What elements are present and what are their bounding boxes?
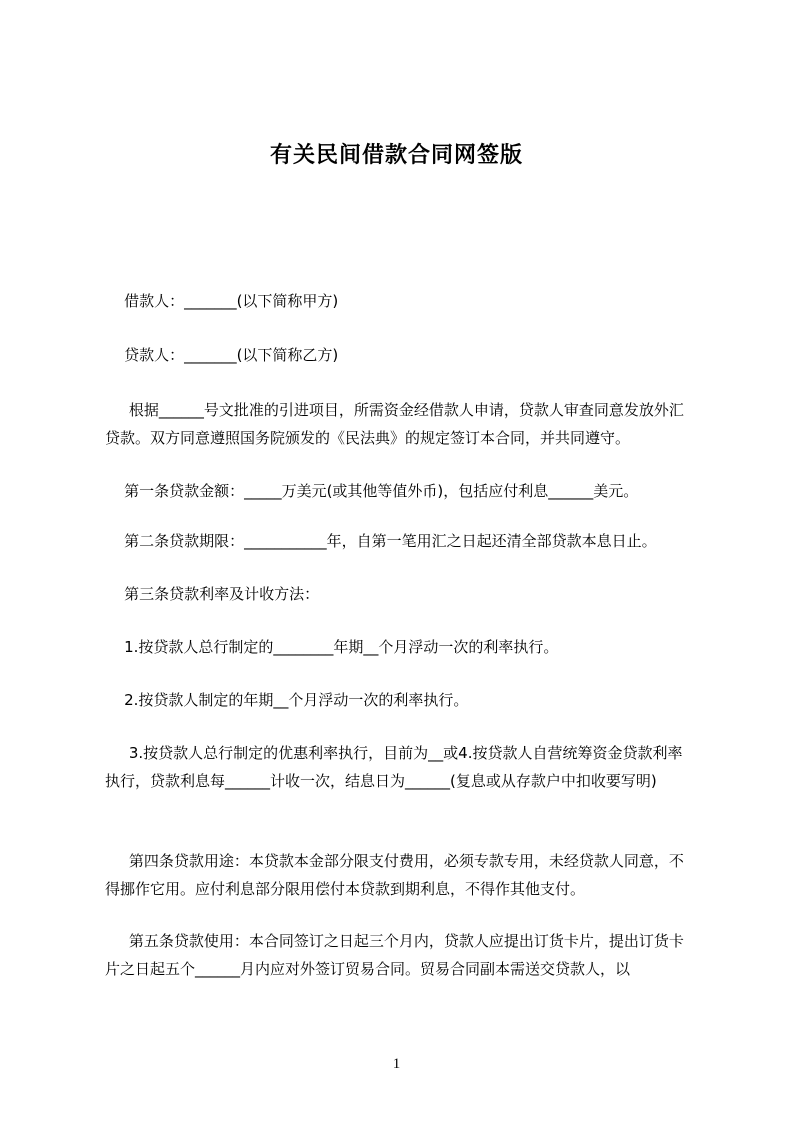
paragraph-article-1: 第一条贷款金额：_____万美元(或其他等值外币)，包括应付利息______美元。 (105, 482, 639, 500)
paragraph-article-3-item-2: 2.按贷款人制定的年期__个月浮动一次的利率执行。 (105, 691, 469, 709)
document-title: 有关民间借款合同网签版 (269, 143, 523, 168)
paragraph-borrower: 借款人：_______(以下简称甲方) (105, 292, 339, 310)
paragraph-article-3-item-1: 1.按贷款人总行制定的________年期__个月浮动一次的利率执行。 (105, 638, 559, 656)
paragraph-lender: 贷款人：_______(以下简称乙方) (105, 346, 339, 364)
page-number: 1 (392, 1056, 401, 1072)
paragraph-article-2: 第二条贷款期限：___________年，自第一笔用汇之日起还清全部贷款本息日止。 (105, 532, 657, 550)
paragraph-article-3-item-3: 3.按贷款人总行制定的优惠利率执行，目前为__或4.按贷款人自营统筹资金贷款利率执行，贷款利息每______计收一次，结息日为______(复息或从存款户中扣收要写明) (105, 744, 683, 790)
paragraph-article-4: 第四条贷款用途：本贷款本金部分限支付费用，必须专款专用，未经贷款人同意，不得挪作它用。应付利息部分限用偿付本贷款到期利息，不得作其他支付。 (105, 852, 684, 898)
paragraph-preamble: 根据______号文批准的引进项目，所需资金经借款人申请，贷款人审查同意发放外汇贷款。双方同意遵照国务院颁发的《民法典》的规定签订本合同，并共同遵守。 (105, 401, 684, 447)
paragraph-article-3: 第三条贷款利率及计收方法： (105, 585, 320, 603)
paragraph-article-5: 第五条贷款使用：本合同签订之日起三个月内，贷款人应提出订货卡片，提出订货卡片之日起五个______月内应对外签订贸易合同。贸易合同副本需送交贷款人，以 (105, 932, 684, 978)
